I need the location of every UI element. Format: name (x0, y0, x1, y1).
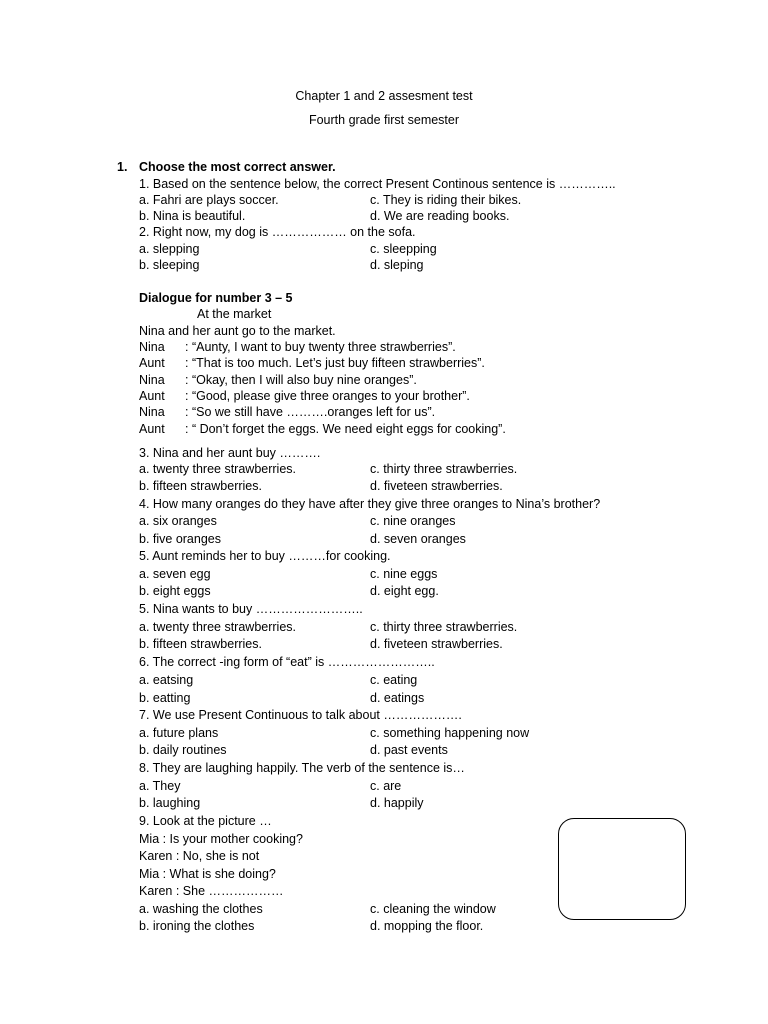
question-5b-stem: 5. Nina wants to buy …………………….. (139, 602, 363, 616)
question-5-stem: 5. Aunt reminds her to buy ………for cooking. (139, 549, 391, 563)
question-9-option-d: d. mopping the floor. (370, 919, 484, 933)
question-4-option-c: c. nine oranges (370, 514, 456, 528)
question-3-option-b: b. fifteen strawberries. (139, 479, 262, 493)
question-2-option-a: a. slepping (139, 242, 200, 256)
dialogue-place: At the market (197, 307, 272, 321)
section-heading: Choose the most correct answer. (139, 160, 336, 174)
question-5b-option-c: c. thirty three strawberries. (370, 620, 518, 634)
dialogue-speaker: Aunt (139, 389, 165, 403)
question-3-option-d: d. fiveteen strawberries. (370, 479, 503, 493)
dialogue-line: : “Aunty, I want to buy twenty three strawberries”. (185, 340, 456, 354)
question-3-option-c: c. thirty three strawberries. (370, 462, 518, 476)
question-1-stem: 1. Based on the sentence below, the correct Present Continous sentence is ………….. (139, 177, 616, 191)
dialogue-line: : “ Don’t forget the eggs. We need eight eggs for cooking”. (185, 422, 506, 436)
question-2-option-c: c. sleepping (370, 242, 437, 256)
question-9-dialogue-line: Karen : No, she is not (139, 849, 260, 863)
question-4-option-a: a. six oranges (139, 514, 217, 528)
question-5-option-a: a. seven egg (139, 567, 211, 581)
question-1-option-d: d. We are reading books. (370, 209, 510, 223)
question-5-option-b: b. eight eggs (139, 584, 211, 598)
question-2-option-b: b. sleeping (139, 258, 200, 272)
question-8-option-a: a. They (139, 779, 181, 793)
question-1-option-b: b. Nina is beautiful. (139, 209, 246, 223)
question-9-dialogue-line: Mia : Is your mother cooking? (139, 832, 303, 846)
page-title: Chapter 1 and 2 assesment test (295, 89, 473, 103)
dialogue-heading: Dialogue for number 3 – 5 (139, 291, 293, 305)
question-7-option-b: b. daily routines (139, 743, 227, 757)
question-5b-option-d: d. fiveteen strawberries. (370, 637, 503, 651)
question-5-option-d: d. eight egg. (370, 584, 439, 598)
question-9-option-b: b. ironing the clothes (139, 919, 255, 933)
question-4-stem: 4. How many oranges do they have after they give three oranges to Nina’s brother? (139, 497, 601, 511)
question-9-stem: 9. Look at the picture … (139, 814, 272, 828)
question-8-stem: 8. They are laughing happily. The verb of the sentence is… (139, 761, 465, 775)
question-2-option-d: d. sleping (370, 258, 424, 272)
question-7-option-c: c. something happening now (370, 726, 530, 740)
page-subtitle: Fourth grade first semester (308, 113, 460, 127)
question-5b-option-b: b. fifteen strawberries. (139, 637, 262, 651)
question-9-option-c: c. cleaning the window (370, 902, 496, 916)
question-9-option-a: a. washing the clothes (139, 902, 263, 916)
question-1-option-c: c. They is riding their bikes. (370, 193, 522, 207)
section-number: 1. (117, 160, 128, 174)
dialogue-speaker: Nina (139, 405, 165, 419)
question-6-option-b: b. eatting (139, 691, 191, 705)
dialogue-speaker: Nina (139, 340, 165, 354)
dialogue-speaker: Aunt (139, 422, 165, 436)
question-7-stem: 7. We use Present Continuous to talk about ………………. (139, 708, 462, 722)
question-6-stem: 6. The correct -ing form of “eat” is …………………….. (139, 655, 435, 669)
question-6-option-d: d. eatings (370, 691, 425, 705)
dialogue-speaker: Nina (139, 373, 165, 387)
dialogue-line: : “Okay, then I will also buy nine oranges”. (185, 373, 417, 387)
question-2-stem: 2. Right now, my dog is ……………… on the sofa. (139, 225, 416, 239)
question-6-option-a: a. eatsing (139, 673, 194, 687)
question-7-option-a: a. future plans (139, 726, 219, 740)
question-5b-option-a: a. twenty three strawberries. (139, 620, 297, 634)
dialogue-line: : “That is too much. Let’s just buy fifteen strawberries”. (185, 356, 485, 370)
question-5-option-c: c. nine eggs (370, 567, 438, 581)
dialogue-line: : “Good, please give three oranges to your brother”. (185, 389, 470, 403)
question-8-option-c: c. are (370, 779, 402, 793)
question-4-option-d: d. seven oranges (370, 532, 466, 546)
question-8-option-d: d. happily (370, 796, 424, 810)
question-9-dialogue-line: Mia : What is she doing? (139, 867, 276, 881)
question-1-option-a: a. Fahri are plays soccer. (139, 193, 279, 207)
question-4-option-b: b. five oranges (139, 532, 221, 546)
question-8-option-b: b. laughing (139, 796, 201, 810)
question-3-option-a: a. twenty three strawberries. (139, 462, 297, 476)
question-7-option-d: d. past events (370, 743, 448, 757)
dialogue-speaker: Aunt (139, 356, 165, 370)
question-9-dialogue-line: Karen : She ……………… (139, 884, 284, 898)
question-3-stem: 3. Nina and her aunt buy ………. (139, 446, 321, 460)
question-6-option-c: c. eating (370, 673, 418, 687)
dialogue-intro: Nina and her aunt go to the market. (139, 324, 336, 338)
picture-box (558, 818, 686, 920)
dialogue-line: : “So we still have ……….oranges left for us”. (185, 405, 436, 419)
